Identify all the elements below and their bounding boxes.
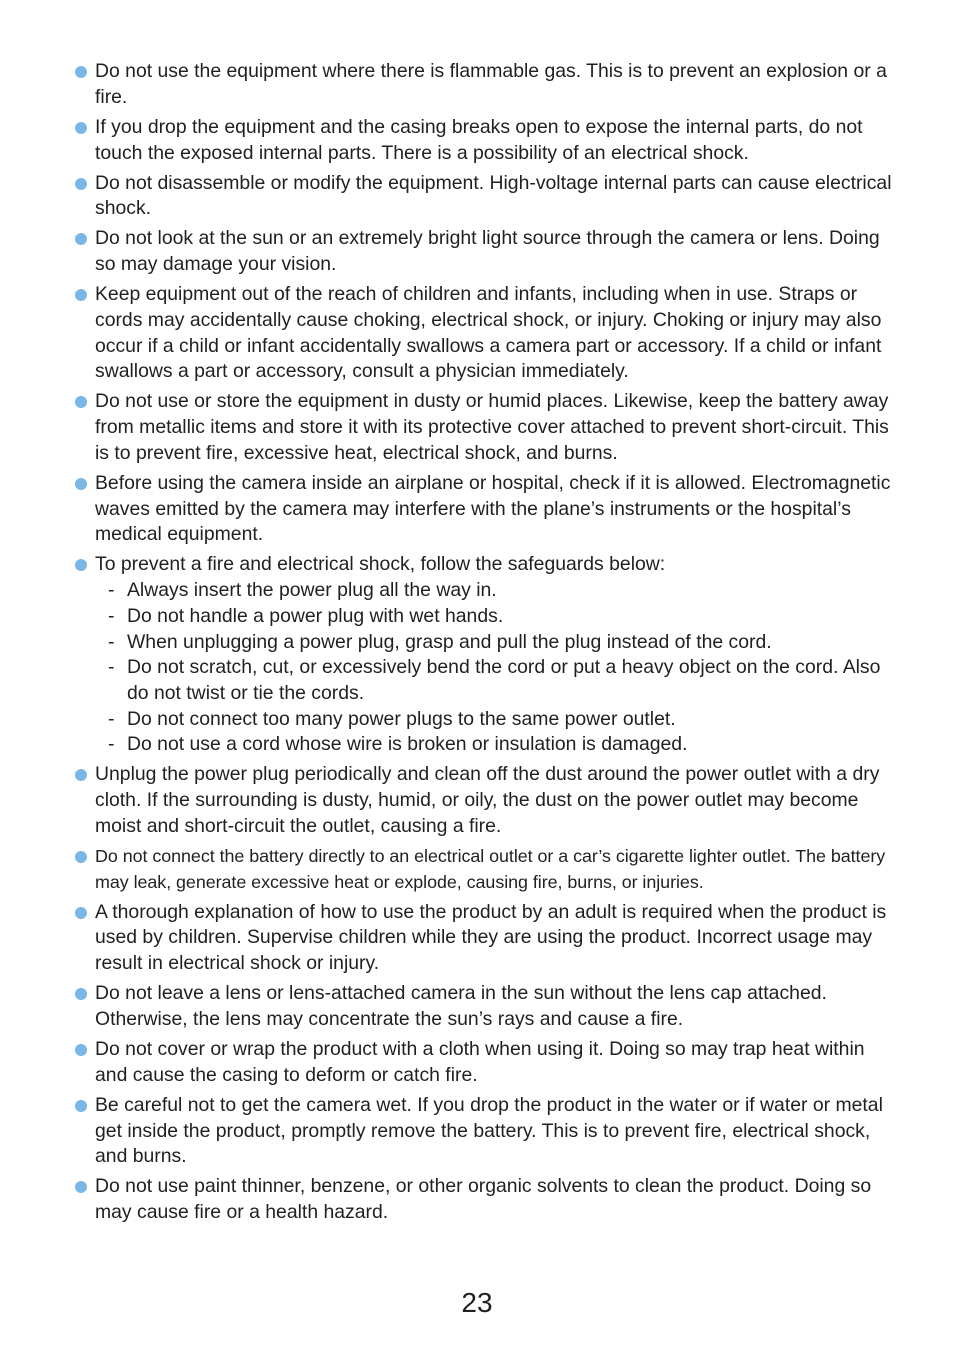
item-text: Do not use the equipment where there is flammable gas. This is to prevent an explosion or a fire. bbox=[95, 60, 887, 108]
list-item bbox=[74, 115, 894, 166]
item-text: Be careful not to get the camera wet. If you drop the product in the water or if water or metal get inside the product, promptly remove the battery. This is to prevent fire, electrical shock, and burns. bbox=[95, 1093, 883, 1168]
list-item bbox=[74, 471, 894, 548]
item-text: Do not use or store the equipment in dusty or humid places. Likewise, keep the battery away from metallic items and store it with its protective cover attached to prevent short-circuit. This is to prevent fire, excessive heat, electrical shock, and burns. bbox=[95, 390, 889, 464]
sub-item-text: Always insert the power plug all the way in. bbox=[127, 579, 497, 602]
sub-item-text: Do not handle a power plug with wet hands. bbox=[127, 604, 504, 627]
item-text: Do not cover or wrap the product with a cloth when using it. Doing so may trap heat within and cause the casing to deform or catch fire. bbox=[95, 1038, 865, 1086]
dash-marker: - bbox=[108, 656, 115, 679]
item-text: To prevent a fire and electrical shock, follow the safeguards below: bbox=[95, 553, 666, 576]
sub-list-item bbox=[95, 578, 894, 604]
bullet-icon bbox=[75, 1100, 87, 1112]
sub-list-item bbox=[95, 655, 894, 706]
bullet-icon bbox=[75, 289, 87, 301]
dash-marker: - bbox=[108, 579, 115, 602]
safety-precautions-list bbox=[74, 59, 894, 1230]
list-item bbox=[74, 1174, 894, 1225]
item-text: A thorough explanation of how to use the product by an adult is required when the product is used by children. Supervise children while they are using the product. Incorrect usage may result in electrical shock or injury. bbox=[95, 900, 887, 975]
list-item bbox=[74, 552, 894, 758]
sub-item-text: Do not scratch, cut, or excessively bend the cord or put a heavy object on the cord. Also do not twist or tie the cords. bbox=[127, 656, 881, 704]
list-item bbox=[74, 762, 894, 839]
sub-item-text: Do not connect too many power plugs to the same power outlet. bbox=[127, 707, 676, 730]
item-text: Unplug the power plug periodically and clean off the dust around the power outlet with a dry cloth. If the surrounding is dusty, humid, or oily, the dust on the power outlet may become moist and short-circuit the outlet, causing a fire. bbox=[95, 763, 880, 837]
item-text: Do not leave a lens or lens-attached camera in the sun without the lens cap attached. Otherwise, the lens may concentrate the sun’s rays and cause a fire. bbox=[95, 982, 827, 1030]
list-item bbox=[74, 389, 894, 466]
sub-list-item bbox=[95, 707, 894, 733]
item-text: Before using the camera inside an airplane or hospital, check if it is allowed. Electromagnetic waves emitted by the camera may interfere with the plane’s instruments or the hospital’s medical equipment. bbox=[95, 471, 891, 546]
list-item bbox=[74, 900, 894, 977]
list-item bbox=[74, 1037, 894, 1088]
bullet-icon bbox=[75, 851, 87, 863]
item-text: If you drop the equipment and the casing breaks open to expose the internal parts, do not touch the exposed internal parts. There is a possibility of an electrical shock. bbox=[95, 115, 863, 164]
bullet-icon bbox=[75, 559, 87, 571]
list-item bbox=[74, 59, 894, 110]
bullet-icon bbox=[75, 122, 87, 134]
dash-marker: - bbox=[108, 733, 115, 756]
item-text: Do not disassemble or modify the equipment. High-voltage internal parts can cause electrical shock. bbox=[95, 171, 892, 220]
bullet-icon bbox=[75, 1044, 87, 1056]
page-number: 23 bbox=[461, 1287, 493, 1318]
bullet-icon bbox=[75, 478, 87, 490]
safeguards-sublist bbox=[95, 578, 894, 758]
bullet-icon bbox=[75, 178, 87, 190]
bullet-icon bbox=[75, 769, 87, 781]
bullet-icon bbox=[75, 233, 87, 245]
bullet-icon bbox=[75, 396, 87, 408]
list-item bbox=[74, 282, 894, 385]
item-text: Keep equipment out of the reach of children and infants, including when in use. Straps or cords may accidentally cause choking, electrical shock, or injury. Choking or injury may also occur if a child or infant accidentally swallows a camera part or accessory. If a child or infant swallows a part or accessory, consult a physician immediately. bbox=[95, 283, 882, 383]
sub-item-text: Do not use a cord whose wire is broken or insulation is damaged. bbox=[127, 733, 688, 756]
bullet-icon bbox=[75, 66, 87, 78]
sub-list-item bbox=[95, 732, 894, 758]
list-item bbox=[74, 226, 894, 277]
sub-list-item bbox=[95, 630, 894, 656]
item-text: Do not connect the battery directly to an electrical outlet or a car’s cigarette lighter outlet. The battery may leak, generate excessive heat or explode, causing fire, burns, or injuries. bbox=[95, 845, 886, 892]
dash-marker: - bbox=[108, 604, 115, 627]
list-item bbox=[74, 1093, 894, 1170]
list-item bbox=[74, 981, 894, 1032]
list-item bbox=[74, 171, 894, 222]
bullet-icon bbox=[75, 988, 87, 1000]
list-item bbox=[74, 844, 894, 895]
sub-item-text: When unplugging a power plug, grasp and pull the plug instead of the cord. bbox=[127, 630, 772, 653]
dash-marker: - bbox=[108, 630, 115, 653]
sub-list-item bbox=[95, 604, 894, 630]
item-text: Do not look at the sun or an extremely bright light source through the camera or lens. Doing so may damage your vision. bbox=[95, 227, 880, 276]
bullet-icon bbox=[75, 907, 87, 919]
item-text: Do not use paint thinner, benzene, or other organic solvents to clean the product. Doing so may cause fire or a health hazard. bbox=[95, 1175, 872, 1223]
bullet-icon bbox=[75, 1181, 87, 1193]
dash-marker: - bbox=[108, 707, 115, 730]
